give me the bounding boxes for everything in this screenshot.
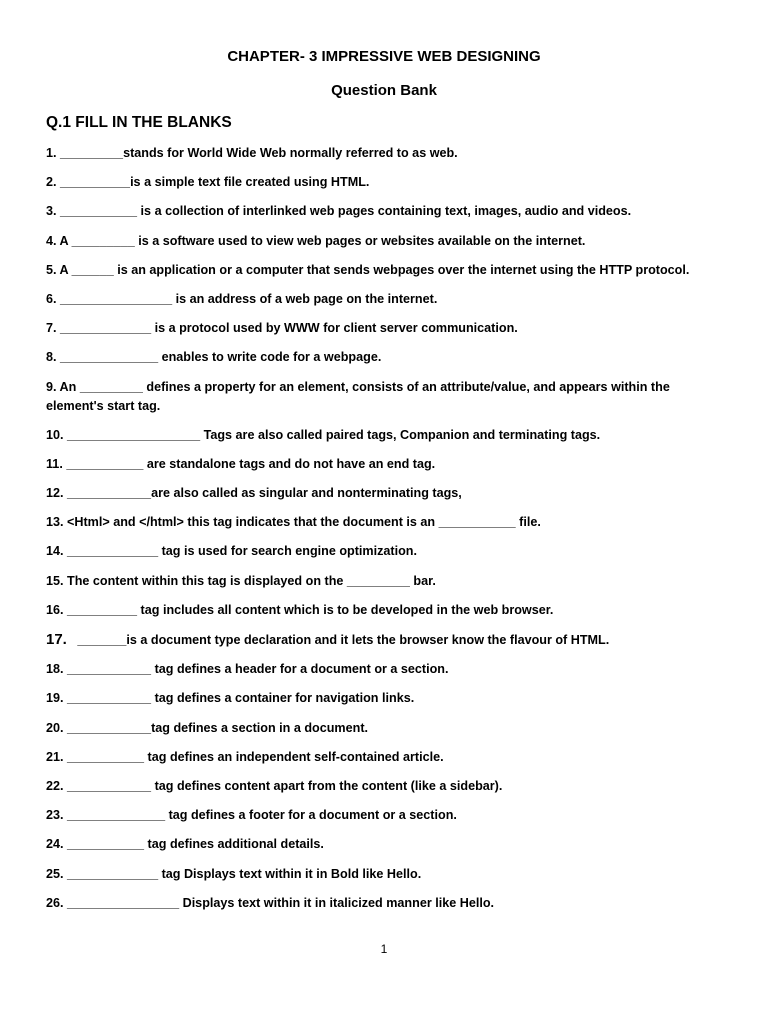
question-item: 15. The content within this tag is displayed on the _________ bar.: [46, 573, 436, 588]
question-item: 14. _____________ tag is used for search engine optimization.: [46, 544, 417, 559]
page-number: 1: [380, 942, 388, 956]
question-item: 2. __________is a simple text file created using HTML.: [46, 175, 370, 190]
question-item: 3. ___________ is a collection of interlinked web pages containing text, images, audio and videos.: [46, 204, 632, 219]
question-item: 16. __________ tag includes all content which is to be developed in the web browser.: [46, 602, 554, 617]
question-item: 26. ________________ Displays text within it in italicized manner like Hello.: [46, 895, 495, 910]
question-item: 21. ___________ tag defines an independent self-contained article.: [46, 749, 444, 764]
question-item: 17. _______is a document type declaration and it lets the browser know the flavour of HTML.: [46, 631, 610, 648]
question-item: 25. _____________ tag Displays text within it in Bold like Hello.: [46, 866, 422, 881]
question-item: 12. ____________are also called as singular and nonterminating tags,: [46, 486, 462, 501]
question-item: 9. An _________ defines a property for an element, consists of an attribute/value, and appears within the element's start tag.: [46, 379, 670, 413]
question-item: 6. ________________ is an address of a web page on the internet.: [46, 291, 438, 306]
question-item: 5. A ______ is an application or a computer that sends webpages over the internet using the HTTP protocol.: [46, 262, 690, 277]
question-item: 13. <Html> and </html> this tag indicates that the document is an ___________ file.: [46, 515, 541, 530]
chapter-title: CHAPTER- 3 IMPRESSIVE WEB DESIGNING: [227, 48, 541, 65]
question-item: 23. ______________ tag defines a footer for a document or a section.: [46, 808, 457, 823]
question-item: 18. ____________ tag defines a header for a document or a section.: [46, 662, 449, 677]
question-list: [46, 144, 726, 923]
question-item: 1. _________stands for World Wide Web normally referred to as web.: [46, 146, 458, 160]
question-item: 20. ____________tag defines a section in a document.: [46, 720, 369, 735]
question-item: 7. _____________ is a protocol used by WWW for client server communication.: [46, 321, 518, 336]
question-item: 4. A _________ is a software used to view web pages or websites available on the internet.: [46, 233, 586, 248]
question-item: 24. ___________ tag defines additional details.: [46, 837, 324, 852]
question-item: 11. ___________ are standalone tags and do not have an end tag.: [46, 456, 436, 471]
question-item: 22. ____________ tag defines content apart from the content (like a sidebar).: [46, 778, 503, 793]
question-bank-title: Question Bank: [331, 82, 437, 99]
question-item: 8. ______________ enables to write code for a webpage.: [46, 350, 382, 365]
question-item: 19. ____________ tag defines a container for navigation links.: [46, 691, 415, 706]
section-heading: Q.1 FILL IN THE BLANKS: [46, 114, 232, 131]
question-item: 10. ___________________ Tags are also called paired tags, Companion and terminating tags.: [46, 427, 601, 442]
